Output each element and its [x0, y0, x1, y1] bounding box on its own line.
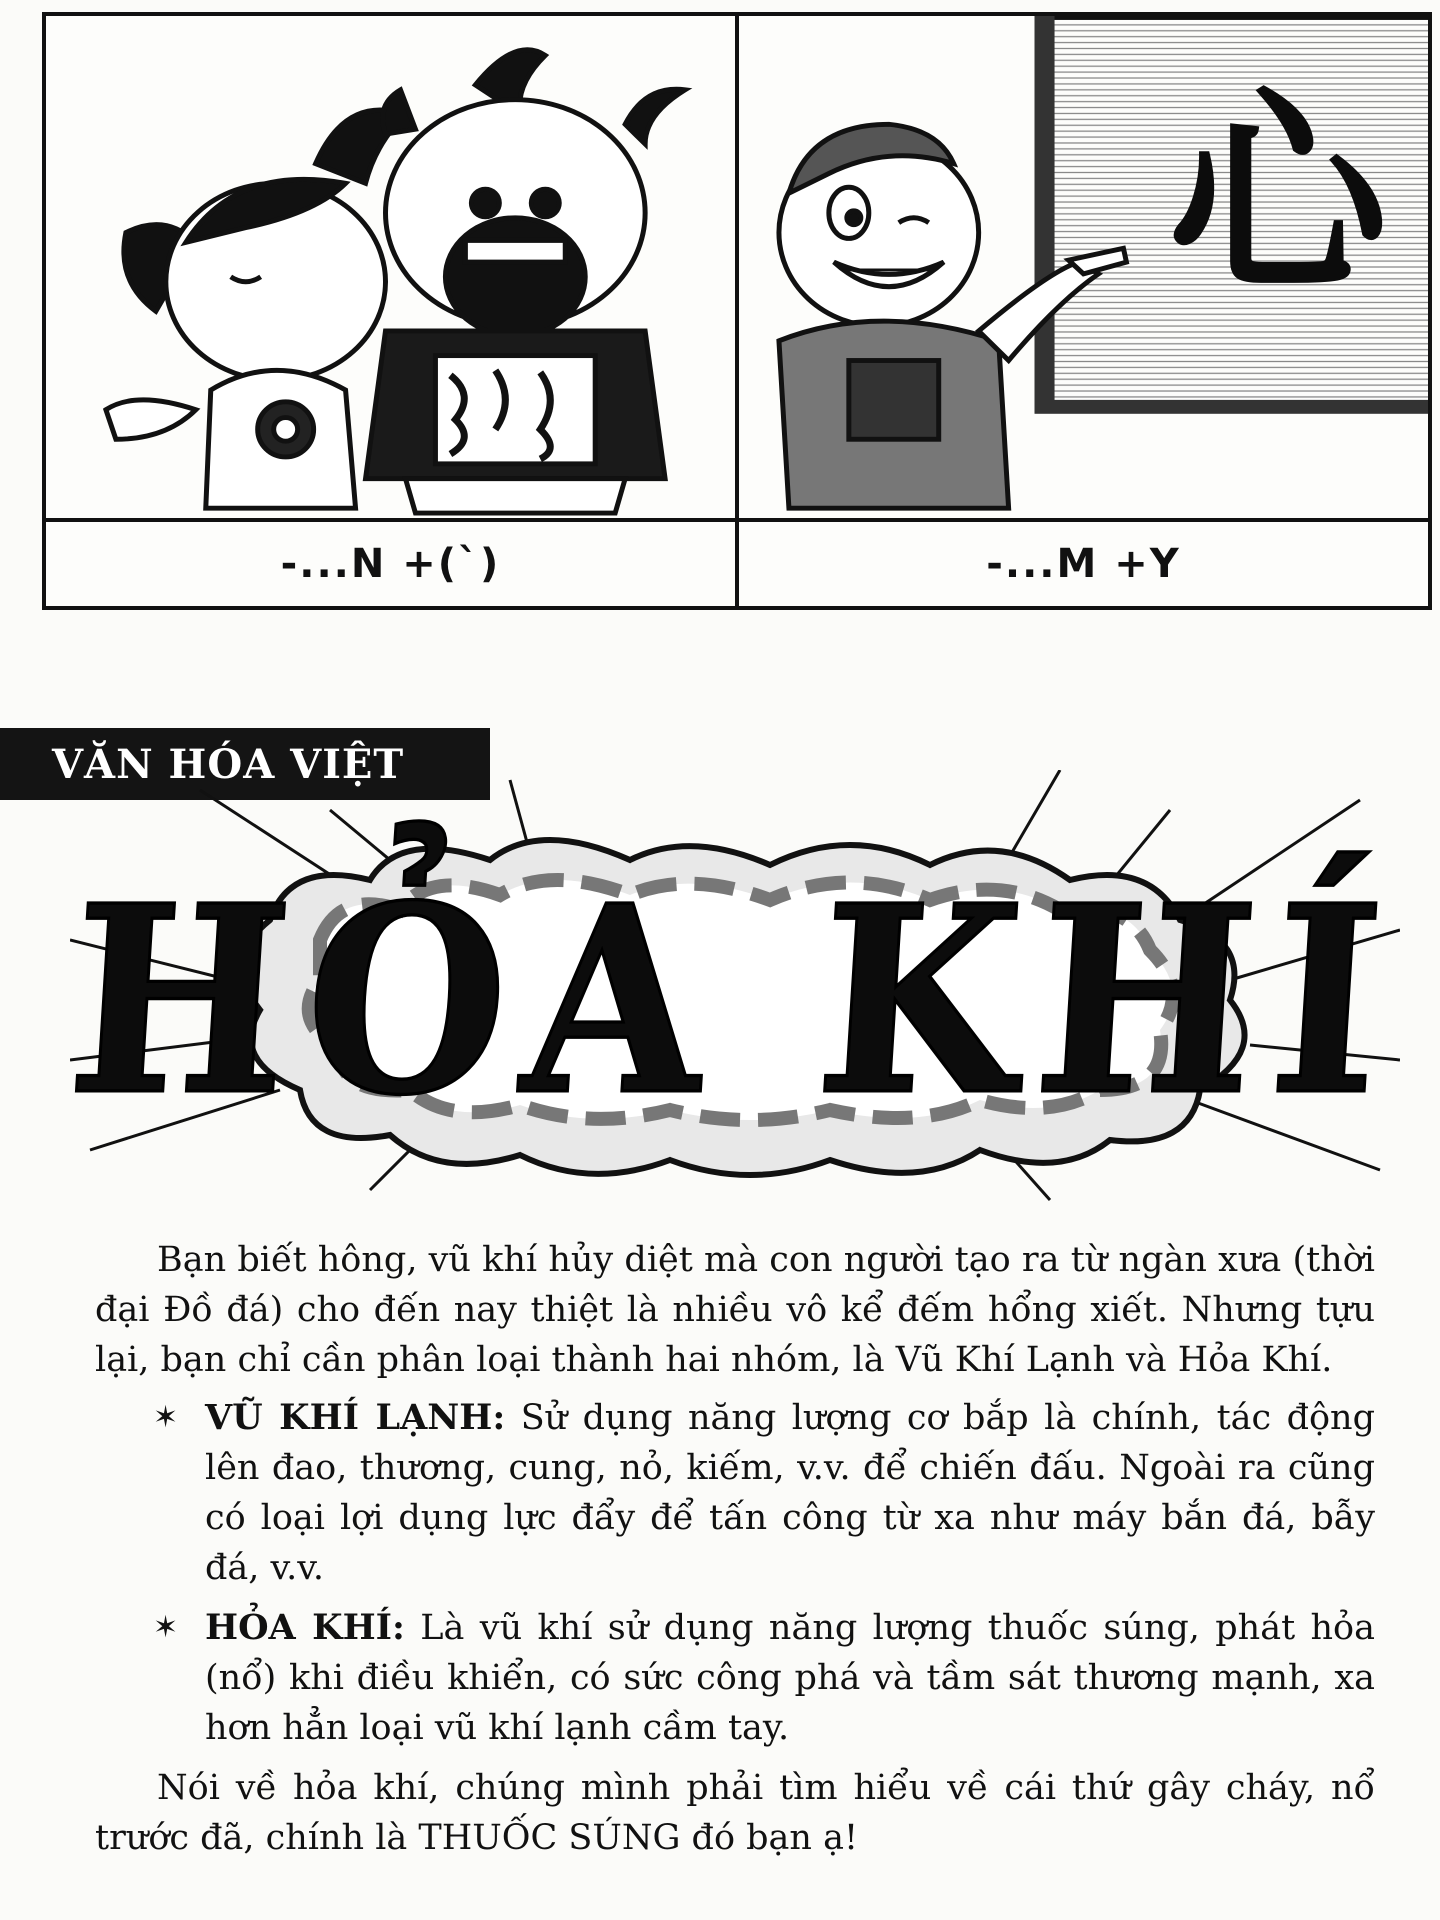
article-closing: Nói về hỏa khí, chúng mình phải tìm hiểu về cái thứ gây cháy, nổ trước đã, chính là THUỐC SÚNG đó bạn ạ! [95, 1768, 1375, 1858]
bullet-term: HỎA KHÍ: [205, 1607, 405, 1648]
article-title: HỎA KHÍ [61, 850, 1408, 1153]
list-item-cold-weapons [95, 1393, 1375, 1593]
comic-panel-2 [739, 16, 1428, 606]
bullet-text: Sử dụng năng lượng cơ bắp là chính, tác động lên đao, thương, cung, nỏ, kiếm, v.v. để chiến đấu. Ngoài ra cũng có loại lợi dụng lực đẩy để tấn công từ xa như máy bắn đá, bẫy đá, v.v. [205, 1398, 1375, 1588]
list-item-firearms [95, 1603, 1375, 1753]
article-body [95, 1235, 1375, 1863]
star-bullet-icon: ✶ [153, 1400, 179, 1435]
comic-panel-1-illustration [46, 16, 735, 522]
calligraphy-character: 心 [1167, 68, 1388, 324]
article-intro: Bạn biết hông, vũ khí hủy diệt mà con người tạo ra từ ngàn xưa (thời đại Đồ đá) cho đến nay thiệt là nhiều vô kể đếm hổng xiết. Nhưng tựu lại, bạn chỉ cần phân loại thành hai nhóm, là Vũ Khí Lạnh và Hỏa Khí. [95, 1240, 1375, 1380]
title-text-wrap [61, 770, 1408, 1210]
comic-panel-1-caption: -...N +(`) [280, 541, 501, 587]
comic-panel-2-illustration [739, 16, 1428, 522]
weapon-type-list [95, 1393, 1375, 1753]
boy-character-drawing [366, 50, 686, 513]
title-burst [61, 770, 1408, 1210]
section-banner: VĂN HÓA VIỆT [0, 728, 490, 800]
comic-panel-1 [46, 16, 739, 606]
bullet-term: VŨ KHÍ LẠNH: [205, 1397, 506, 1438]
girl-character-drawing [106, 110, 406, 508]
star-bullet-icon: ✶ [153, 1610, 179, 1645]
bullet-text: Là vũ khí sử dụng năng lượng thuốc súng, phát hỏa (nổ) khi điều khiển, có sức công phá và tầm sát thương mạnh, xa hơn hẳn loại vũ khí lạnh cầm tay. [205, 1608, 1375, 1748]
comic-panel-2-caption: -...M +Y [986, 541, 1181, 587]
comic-strip [42, 12, 1432, 610]
